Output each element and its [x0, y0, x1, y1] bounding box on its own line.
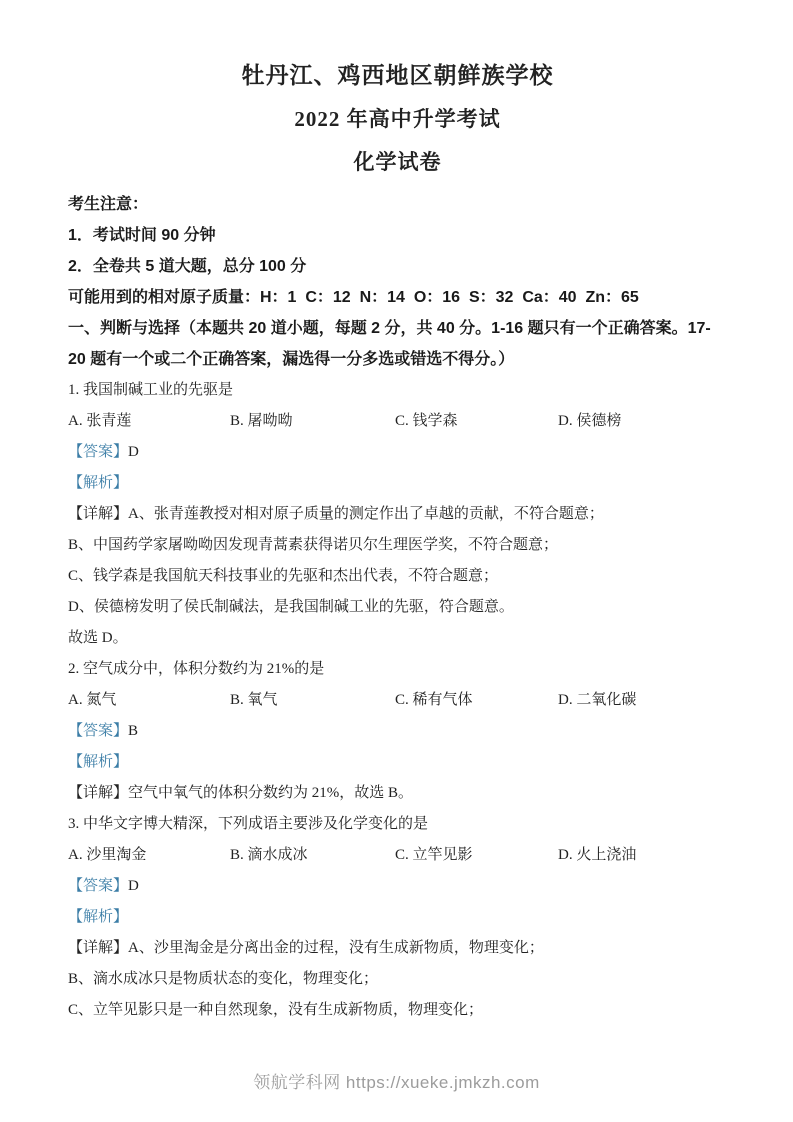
notice-heading: 考生注意： [68, 196, 149, 213]
option-b: B. 滴水成冰 [230, 847, 308, 863]
option-row [68, 406, 727, 437]
option-b: B. 氧气 [230, 692, 278, 708]
question-stem: 2. 空气成分中，体积分数约为 21%的是 [68, 661, 325, 677]
school-title: 牡丹江、鸡西地区朝鲜族学校 [241, 63, 554, 88]
answer-value: B [128, 723, 139, 739]
analysis-line [68, 902, 727, 933]
detail-lines [68, 499, 727, 654]
detail-line: 【详解】A、沙里淘金是分离出金的过程，没有生成新物质，物理变化； [68, 940, 544, 956]
option-c: C. 稀有气体 [395, 692, 473, 708]
detail-lines [68, 778, 727, 809]
option-a: A. 氮气 [68, 692, 117, 708]
question-stem: 1. 我国制碱工业的先驱是 [68, 382, 234, 398]
answer-label: 【答案】 [68, 723, 129, 739]
notice-item-time: 1．考试时间 90 分钟 [68, 227, 216, 244]
answer-label: 【答案】 [68, 444, 129, 460]
detail-line: C、立竿见影只是一种自然现象，没有生成新物质，物理变化； [68, 1002, 484, 1018]
option-b: B. 屠呦呦 [230, 413, 293, 429]
question-stem: 3. 中华文字博大精深，下列成语主要涉及化学变化的是 [68, 816, 429, 832]
subject-title: 化学试卷 [353, 150, 442, 174]
detail-line: C、钱学森是我国航天科技事业的先驱和杰出代表，不符合题意； [68, 568, 499, 584]
option-c: C. 立竿见影 [395, 847, 473, 863]
detail-line: D、侯德榜发明了侯氏制碱法，是我国制碱工业的先驱，符合题意。 [68, 599, 514, 615]
answer-value: D [128, 444, 139, 460]
detail-line: 【详解】A、张青莲教授对相对原子质量的测定作出了卓越的贡献，不符合题意； [68, 506, 604, 522]
detail-line: B、滴水成冰只是物质状态的变化，物理变化； [68, 971, 379, 987]
analysis-label: 【解析】 [68, 754, 129, 770]
title-block [68, 62, 727, 175]
analysis-line [68, 468, 727, 499]
analysis-label: 【解析】 [68, 475, 129, 491]
watermark-text: 领航学科网 https://xueke.jmkzh.com [253, 1073, 540, 1092]
watermark-footer [0, 1068, 793, 1093]
option-a: A. 张青莲 [68, 413, 132, 429]
question-block [68, 375, 727, 654]
answer-line [68, 437, 727, 468]
question-block [68, 654, 727, 809]
section-one-heading: 一、判断与选择（本题共 20 道小题，每题 2 分，共 40 分。1-16 题只有一个正确答案。17-20 题有一个或二个正确答案，漏选得一分多选或错选不得分。） [68, 320, 711, 368]
question-block [68, 809, 727, 1026]
option-row [68, 685, 727, 716]
answer-label: 【答案】 [68, 878, 129, 894]
question-list [68, 375, 727, 1026]
option-a: A. 沙里淘金 [68, 847, 147, 863]
option-d: D. 侯德榜 [558, 413, 622, 429]
analysis-label: 【解析】 [68, 909, 129, 925]
answer-line [68, 716, 727, 747]
option-row [68, 840, 727, 871]
option-d: D. 火上浇油 [558, 847, 637, 863]
detail-lines [68, 933, 727, 1026]
answer-value: D [128, 878, 139, 894]
option-d: D. 二氧化碳 [558, 692, 637, 708]
detail-line: 故选 D。 [68, 630, 128, 646]
option-c: C. 钱学森 [395, 413, 458, 429]
analysis-line [68, 747, 727, 778]
detail-line: 【详解】空气中氧气的体积分数约为 21%，故选 B。 [68, 785, 414, 801]
detail-line: B、中国药学家屠呦呦因发现青蒿素获得诺贝尔生理医学奖，不符合题意； [68, 537, 559, 553]
exam-title: 2022 年高中升学考试 [294, 107, 501, 131]
notice-item-score: 2．全卷共 5 道大题，总分 100 分 [68, 258, 307, 275]
atomic-mass-line: 可能用到的相对原子质量：H：1 C：12 N：14 O：16 S：32 Ca：40 Zn：65 [68, 289, 639, 306]
answer-line [68, 871, 727, 902]
